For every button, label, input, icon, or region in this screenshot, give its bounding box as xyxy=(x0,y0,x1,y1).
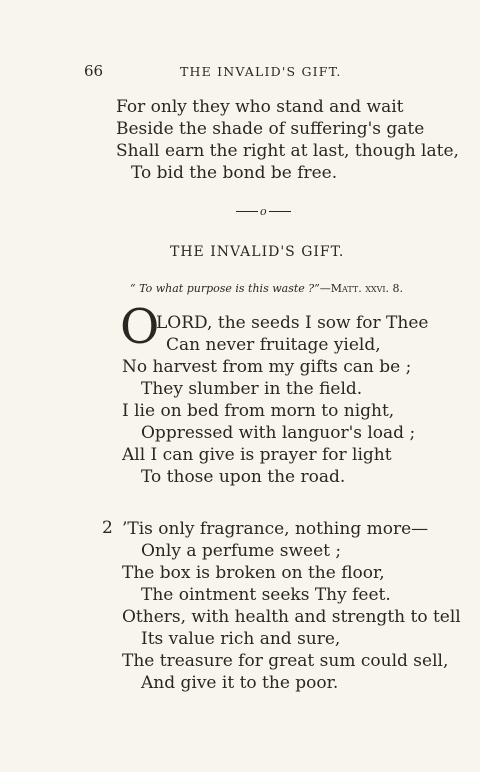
verse-line: Shall earn the right at last, though late, xyxy=(116,141,459,161)
section-divider: o xyxy=(236,204,291,218)
verse-line: All I can give is prayer for light xyxy=(122,445,392,465)
page-number: 66 xyxy=(84,62,104,80)
epigraph-quote: “ To what purpose is this waste ?” xyxy=(130,282,320,295)
drop-cap: O xyxy=(120,299,160,355)
verse-line: They slumber in the field. xyxy=(141,379,363,399)
verse-line: And give it to the poor. xyxy=(141,673,339,693)
running-title: THE INVALID'S GIFT. xyxy=(180,64,342,79)
verse-line: No harvest from my gifts can be ; xyxy=(122,357,412,377)
verse-line: For only they who stand and wait xyxy=(116,97,404,117)
verse-line: Others, with health and strength to tell xyxy=(122,607,461,627)
verse-line: LORD, the seeds I sow for Thee xyxy=(156,313,429,333)
verse-line: Beside the shade of suffering's gate xyxy=(116,119,425,139)
verse-line: To bid the bond be free. xyxy=(131,163,338,183)
verse-line: Its value rich and sure, xyxy=(141,629,341,649)
epigraph xyxy=(130,282,403,295)
stanza-number: 2 xyxy=(102,518,113,538)
verse-line: Can never fruitage yield, xyxy=(166,335,381,355)
hymn-title: THE INVALID'S GIFT. xyxy=(170,244,345,260)
epigraph-citation: —Matt. xxvi. 8. xyxy=(319,282,404,295)
verse-line: To those upon the road. xyxy=(141,467,346,487)
verse-line: Only a perfume sweet ; xyxy=(141,541,342,561)
verse-line: I lie on bed from morn to night, xyxy=(122,401,395,421)
verse-line: The treasure for great sum could sell, xyxy=(122,651,449,671)
verse-line: ’Tis only fragrance, nothing more— xyxy=(122,519,429,539)
verse-line: The ointment seeks Thy feet. xyxy=(141,585,391,605)
verse-line: The box is broken on the floor, xyxy=(122,563,385,583)
verse-line: Oppressed with languor's load ; xyxy=(141,423,416,443)
